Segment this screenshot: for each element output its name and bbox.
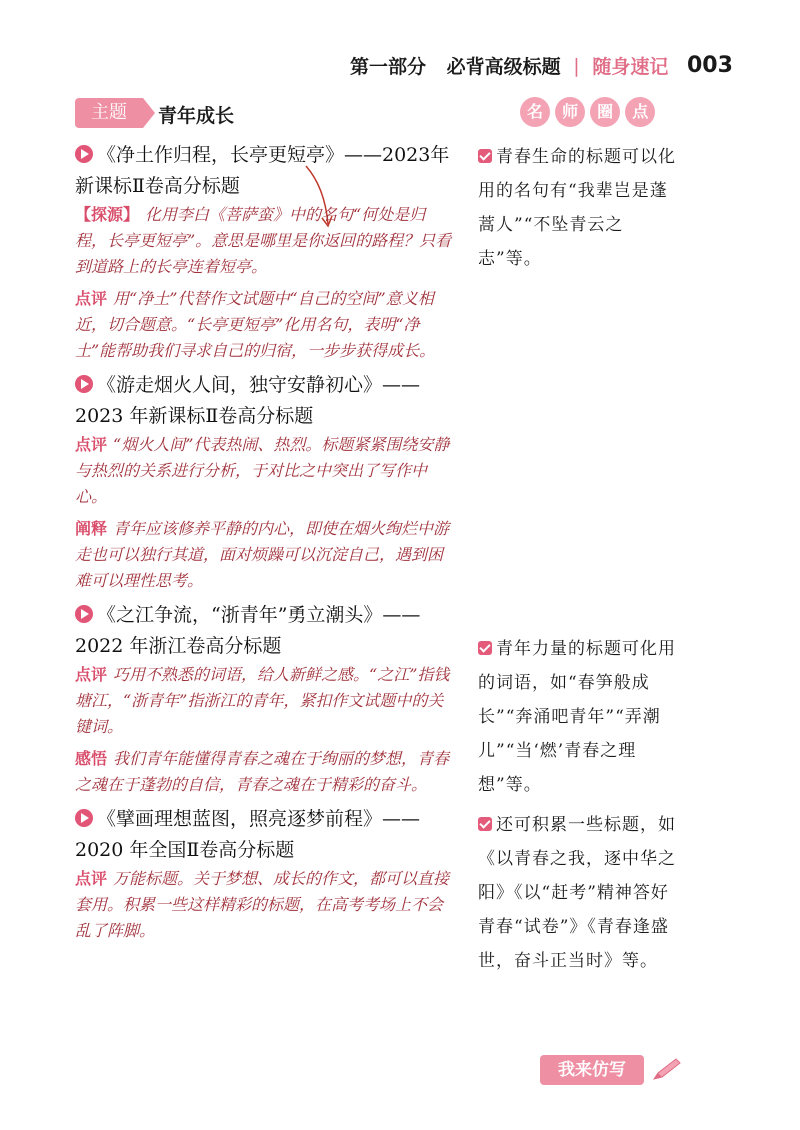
tip-text: 青年力量的标题可化用的词语，如“春笋般成长”“奔涌吧青年”“弄潮儿”“当‘燃’青春之理想”等。 xyxy=(478,639,676,795)
badge-char: 名 xyxy=(520,97,550,127)
title-item xyxy=(75,370,455,432)
title-text: 《擘画理想蓝图，照亮逐梦前程》——2020 年全国Ⅱ卷高分标题 xyxy=(75,808,421,861)
tip-text: 青春生命的标题可以化用的名句有“我辈岂是蓬蒿人”“不坠青云之志”等。 xyxy=(478,147,676,269)
note-reflection xyxy=(75,746,455,798)
page-header xyxy=(350,52,750,84)
note-comment xyxy=(75,286,455,364)
note-explanation xyxy=(75,516,455,594)
note-comment xyxy=(75,432,455,510)
topic-title: 青年成长 xyxy=(158,105,235,127)
note-comment xyxy=(75,866,455,944)
title-item xyxy=(75,804,455,866)
title-item xyxy=(75,140,455,202)
badge-char: 点 xyxy=(625,97,655,127)
note-tag: 感悟 xyxy=(75,749,108,768)
check-icon xyxy=(478,817,492,831)
tip-block xyxy=(478,140,683,276)
note-text: 巧用不熟悉的词语，给人新鲜之感。“之江”指钱塘江，“浙青年”指浙江的青年，紧扣作文试题中的关键词。 xyxy=(75,665,450,736)
title-text: 《之江争流，“浙青年”勇立潮头》——2022 年浙江卷高分标题 xyxy=(75,604,421,657)
titles-column xyxy=(75,140,455,950)
note-comment xyxy=(75,662,455,740)
note-tag: 点评 xyxy=(75,435,108,454)
tip-text: 还可积累一些标题，如《以青春之我，逐中华之阳》《以“赶考”精神答好青春“试卷”》《青春逢盛世，奋斗正当时》等。 xyxy=(478,815,676,971)
note-text: 万能标题。关于梦想、成长的作文，都可以直接套用。积累一些这样精彩的标题，在高考考场上不会乱了阵脚。 xyxy=(75,869,450,940)
play-icon xyxy=(75,809,93,827)
header-section: 必背高级标题 xyxy=(446,56,561,78)
note-text: 我们青年能懂得青春之魂在于绚丽的梦想，青春之魂在于蓬勃的自信，青春之魂在于精彩的奋斗。 xyxy=(75,749,450,794)
header-tag: 随身速记 xyxy=(592,56,669,78)
badge-char: 圈 xyxy=(590,97,620,127)
check-icon xyxy=(478,641,492,655)
note-text: “烟火人间”代表热闹、热烈。标题紧紧围绕安静与热烈的关系进行分析，于对比之中突出了写作中心。 xyxy=(75,435,450,506)
title-item xyxy=(75,600,455,662)
note-tag: 阐释 xyxy=(75,519,108,538)
title-text: 《游走烟火人间，独守安静初心》——2023 年新课标Ⅱ卷高分标题 xyxy=(75,374,421,427)
note-origin xyxy=(75,202,455,280)
header-separator: | xyxy=(573,54,580,77)
header-part: 第一部分 xyxy=(350,56,427,78)
pencil-icon xyxy=(650,1055,684,1083)
tip-item xyxy=(478,808,683,978)
page-number: 003 xyxy=(686,53,733,78)
play-icon xyxy=(75,145,93,163)
play-icon xyxy=(75,605,93,623)
topic-tag: 主题 xyxy=(75,98,143,128)
check-icon xyxy=(478,149,492,163)
note-text: 用“净土”代替作文试题中“自己的空间”意义相近，切合题意。“长亭更短亭”化用名句，表明“净土”能帮助我们寻求自己的归宿，一步步获得成长。 xyxy=(75,289,436,360)
imitate-label: 我来仿写 xyxy=(540,1055,644,1085)
teacher-notes-badge xyxy=(520,97,655,131)
tip-item xyxy=(478,140,683,276)
title-text: 《净土作归程，长亭更短亭》——2023年新课标Ⅱ卷高分标题 xyxy=(75,144,450,197)
note-tag: 点评 xyxy=(75,665,108,684)
badge-char: 师 xyxy=(555,97,585,127)
note-text: 化用李白《菩萨蛮》中的名句“何处是归程，长亭更短亭”。意思是哪里是你返回的路程？只看到道路上的长亭连着短亭。 xyxy=(75,205,452,276)
play-icon xyxy=(75,375,93,393)
note-text: 青年应该修养平静的内心，即使在烟火绚烂中游走也可以独行其道，面对烦躁可以沉淀自己，遇到困难可以理性思考。 xyxy=(75,519,450,590)
tip-block xyxy=(478,632,683,978)
note-tag: 点评 xyxy=(75,289,108,308)
note-tag: 【探源】 xyxy=(75,205,140,224)
tip-item xyxy=(478,632,683,802)
note-tag: 点评 xyxy=(75,869,108,888)
